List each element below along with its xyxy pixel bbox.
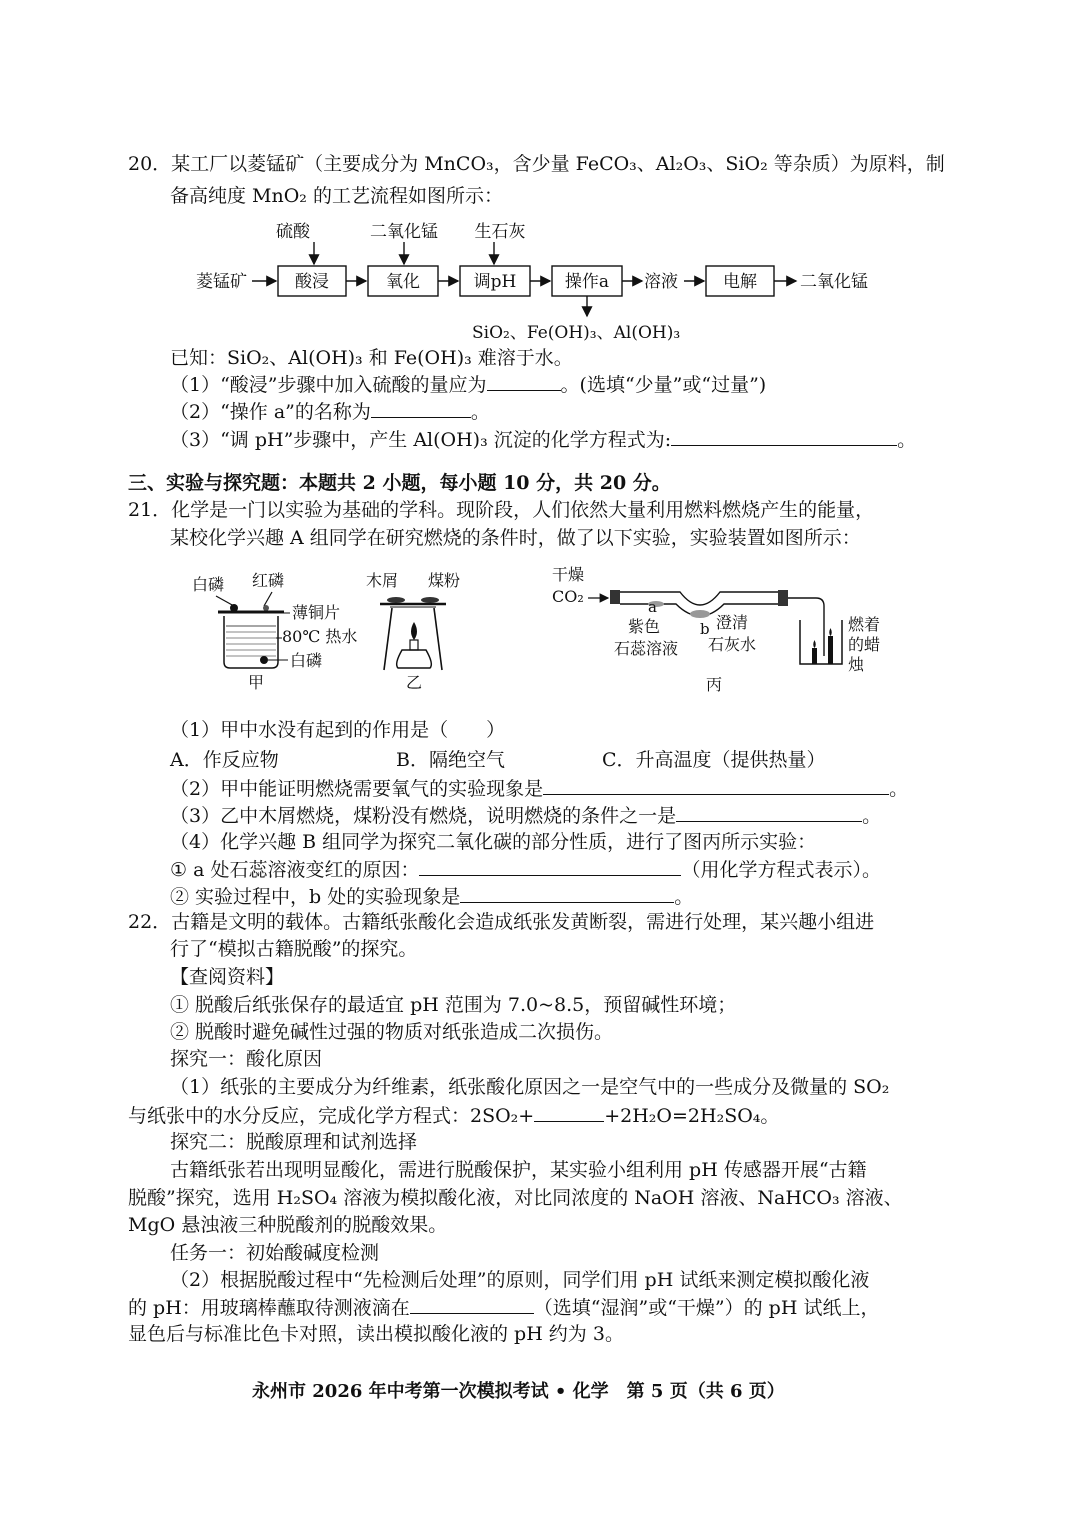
q20-subq1-tail: 。(选填“少量”或“过量”) (560, 374, 767, 396)
q22-p1: （1）纸张的主要成分为纤维素，纸张酸化原因之一是空气中的一些成分及微量的 SO₂ (170, 1076, 890, 1098)
q20-line1: 20．某工厂以菱锰矿（主要成分为 MnCO₃，含少量 FeCO₃、Al₂O₃、SiO₂ 等杂质）为原料，制 (128, 153, 945, 175)
process-flow-diagram (190, 212, 910, 348)
label-white-phosphorus-underwater: 白磷 (290, 651, 323, 670)
label-hot-water: 80℃ 热水 (282, 627, 358, 646)
q22-p3: 古籍纸张若出现明显酸化，需进行脱酸保护，某实验小组利用 pH 传感器开展“古籍 (170, 1159, 867, 1181)
coal-powder-pile (421, 597, 439, 603)
q20-subq2-tail: 。 (470, 401, 490, 423)
flame (411, 622, 417, 640)
q21-line1: 21．化学是一门以实验为基础的学科。现阶段，人们依然大量利用燃料燃烧产生的能量， (128, 499, 875, 521)
q20-subq2 (170, 399, 490, 424)
q22-p5: MgO 悬浊液三种脱酸剂的脱酸效果。 (128, 1214, 448, 1236)
q21-subq4-2-tail: 。 (674, 886, 694, 908)
delivery-tube (788, 598, 824, 656)
label-b: b (700, 620, 710, 638)
flow-product: 二氧化锰 (800, 272, 868, 292)
q21-subq4-1 (170, 857, 881, 882)
q21-subq1: （1）甲中水没有起到的作用是（ ） (170, 719, 506, 741)
answer-blank[interactable] (460, 884, 674, 903)
q20-subq3-tail: 。 (897, 429, 917, 451)
q22-p2-text: 与纸张中的水分反应，完成化学方程式：2SO₂+ (128, 1105, 535, 1127)
q20-subq1-text: （1）“酸浸”步骤中加入硫酸的量应为 (170, 374, 487, 396)
q21-subq2 (170, 776, 908, 801)
flow-residue: SiO₂、Fe(OH)₃、Al(OH)₃ (472, 323, 681, 343)
q21-subq3-text: （3）乙中木屑燃烧，煤粉没有燃烧，说明燃烧的条件之一是 (170, 805, 677, 827)
q20-known: 已知：SiO₂、Al(OH)₃ 和 Fe(OH)₃ 难溶于水。 (170, 347, 573, 369)
label-wood-chips: 木屑 (366, 571, 399, 590)
q22-line1: 22．古籍是文明的载体。古籍纸张酸化会造成纸张发黄断裂，需进行处理，某兴趣小组进 (128, 911, 875, 933)
step-acid-leach: 酸浸 (295, 272, 329, 292)
input-manganese-dioxide: 二氧化锰 (370, 222, 438, 242)
label-litmus-1: 紫色 (628, 617, 661, 636)
q20-subq2-text: （2）“操作 a”的名称为 (170, 401, 371, 423)
q20-subq3-text: （3）“调 pH”步骤中，产生 Al(OH)₃ 沉淀的化学方程式为: (170, 429, 672, 451)
reference-item-1: ① 脱酸后纸张保存的最适宜 pH 范围为 7.0~8.5，预留碱性环境； (170, 994, 737, 1016)
q21-subq3-tail: 。 (862, 805, 882, 827)
task-1-heading: 任务一：初始酸碱度检测 (170, 1242, 380, 1264)
label-co2: CO₂ (552, 587, 584, 606)
reference-item-2: ② 脱酸时避免碱性过强的物质对纸张造成二次损伤。 (170, 1021, 614, 1043)
candle-tall (828, 636, 833, 664)
q21-subq4-2 (170, 884, 693, 909)
answer-blank[interactable] (487, 372, 561, 391)
section-heading: 三、实验与探究题：本题共 2 小题，每小题 10 分，共 20 分。 (128, 472, 671, 494)
answer-blank[interactable] (671, 427, 897, 446)
label-litmus-2: 石蕊溶液 (614, 639, 679, 658)
flow-start: 菱锰矿 (196, 272, 247, 292)
step-oxidation: 氧化 (386, 272, 420, 292)
q22-p7-tail: （选填“湿润”或“干燥”）的 pH 试纸上， (533, 1297, 880, 1319)
experiment-figures (180, 560, 900, 700)
candle-short (812, 648, 817, 664)
answer-blank[interactable] (419, 857, 681, 876)
answer-blank[interactable] (410, 1295, 534, 1314)
reference-heading: 【查阅资料】 (170, 966, 285, 988)
label-candle-2: 的蜡 (848, 635, 881, 654)
label-limewater-1: 澄清 (716, 613, 749, 632)
caption-jia: 甲 (248, 673, 265, 692)
answer-blank[interactable] (676, 803, 862, 822)
caption-bing: 丙 (706, 675, 723, 694)
page-footer: 永州市 2026 年中考第一次模拟考试 • 化学 第 5 页（共 6 页） (252, 1381, 785, 1402)
option-b[interactable]: B．隔绝空气 (396, 749, 505, 771)
label-red-phosphorus: 红磷 (252, 571, 285, 590)
label-candle-3: 烛 (848, 655, 865, 674)
step-electrolysis: 电解 (723, 272, 757, 292)
q21-subq3 (170, 803, 881, 828)
flow-solution: 溶液 (644, 272, 678, 292)
q22-p7 (128, 1295, 879, 1320)
q22-p6: （2）根据脱酸过程中“先检测后处理”的原则，同学们用 pH 试纸来测定模拟酸化液 (170, 1269, 870, 1291)
label-dry: 干燥 (552, 565, 585, 584)
stopper (610, 590, 620, 604)
input-quicklime: 生石灰 (474, 222, 526, 242)
explore-2-heading: 探究二：脱酸原理和试剂选择 (170, 1131, 418, 1153)
q22-p8: 显色后与标准比色卡对照，读出模拟酸化液的 pH 约为 3。 (128, 1323, 624, 1345)
q20-line2: 备高纯度 MnO₂ 的工艺流程如图所示： (170, 185, 503, 207)
option-c[interactable]: C．升高温度（提供热量） (602, 749, 826, 771)
q21-subq2-text: （2）甲中能证明燃烧需要氧气的实验现象是 (170, 778, 544, 800)
q22-p4: 脱酸”探究，选用 H₂SO₄ 溶液为模拟酸化液，对比同浓度的 NaOH 溶液、NaHCO₃ 溶液、 (128, 1187, 903, 1209)
q20-subq3 (170, 427, 916, 452)
label-coal-powder: 煤粉 (428, 571, 461, 590)
q21-subq4-1-text: ① a 处石蕊溶液变红的原因： (170, 859, 420, 881)
step-operation-a: 操作a (564, 272, 610, 292)
option-a[interactable]: A．作反应物 (170, 749, 279, 771)
q22-p7-text: 的 pH：用玻璃棒蘸取待测液滴在 (128, 1297, 410, 1319)
q22-line2: 行了“模拟古籍脱酸”的探究。 (170, 938, 418, 960)
caption-yi: 乙 (406, 673, 423, 692)
q21-subq4-1-tail: （用化学方程式表示）。 (681, 859, 881, 881)
q21-subq4: （4）化学兴趣 B 组同学为探究二氧化碳的部分性质，进行了图丙所示实验： (170, 831, 817, 853)
q20-subq1 (170, 372, 766, 397)
submerged-white-phosphorus-dot (260, 656, 268, 664)
answer-blank[interactable] (371, 399, 471, 418)
explore-1-heading: 探究一：酸化原因 (170, 1048, 323, 1070)
step-adjust-ph: 调pH (473, 272, 517, 292)
label-limewater-2: 石灰水 (708, 635, 757, 654)
wood-chip-pile (387, 597, 405, 603)
label-a: a (648, 598, 657, 616)
q21-subq2-tail: 。 (889, 778, 909, 800)
answer-blank[interactable] (543, 776, 889, 795)
label-copper-sheet: 薄铜片 (292, 603, 341, 622)
label-candle-1: 燃着 (848, 615, 881, 634)
q22-p2 (128, 1103, 779, 1128)
q21-line2: 某校化学兴趣 A 组同学在研究燃烧的条件时，做了以下实验，实验装置如图所示： (170, 527, 861, 549)
answer-blank[interactable] (534, 1103, 604, 1122)
q21-subq4-2-text: ② 实验过程中，b 处的实验现象是 (170, 886, 461, 908)
candle-beaker (800, 620, 842, 664)
alcohol-lamp (397, 650, 432, 668)
input-sulfuric-acid: 硫酸 (276, 222, 310, 242)
label-white-phosphorus: 白磷 (192, 575, 225, 594)
red-phosphorus-dot (263, 605, 269, 611)
q22-p2-tail: +2H₂O=2H₂SO₄。 (604, 1105, 780, 1127)
